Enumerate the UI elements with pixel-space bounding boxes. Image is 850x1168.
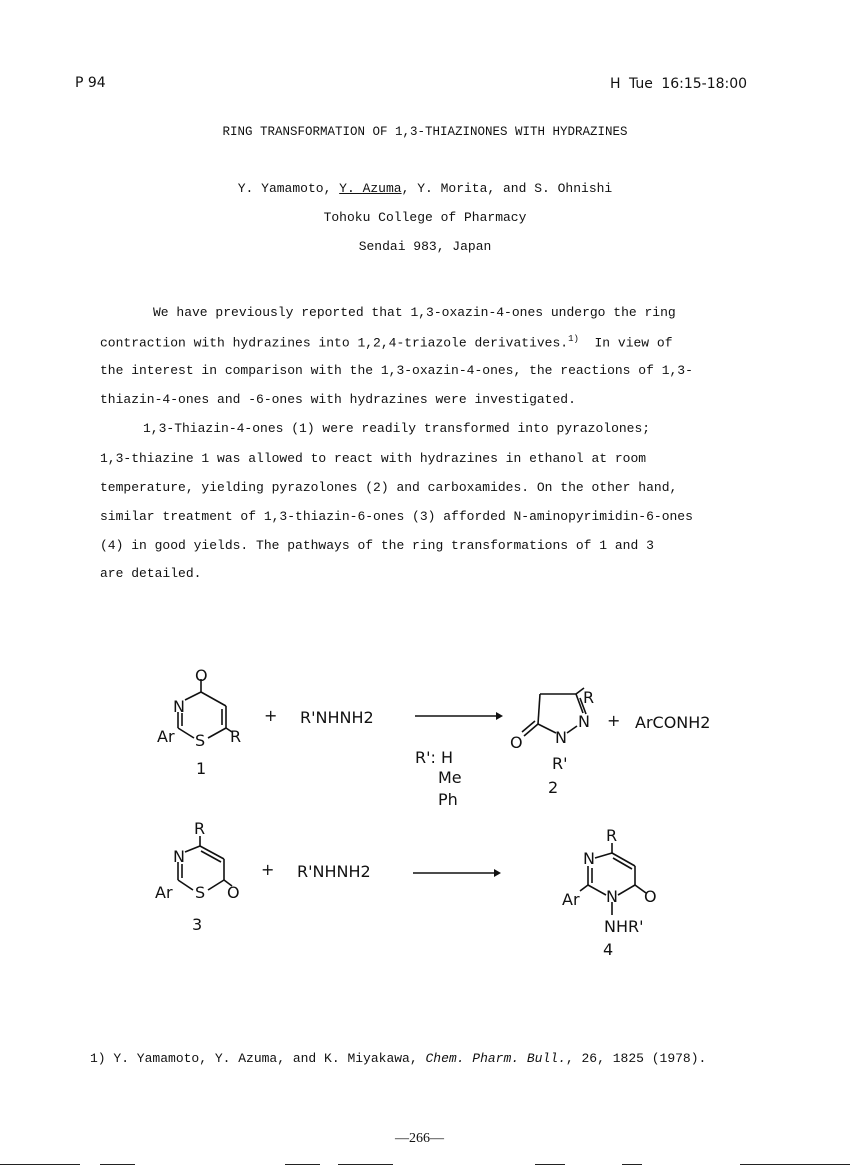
atom-label: Ar	[155, 883, 173, 902]
compound-number: 3	[192, 915, 203, 934]
atom-label: O	[510, 733, 523, 752]
footnote-text: , 26, 1825 (1978).	[565, 1051, 707, 1066]
author: , Y. Morita, and S. Ohnishi	[401, 181, 613, 196]
atom-label: S	[195, 883, 206, 902]
atom-label: N	[583, 849, 595, 868]
compound-number: 4	[603, 940, 614, 959]
body-line: thiazin-4-ones and -6-ones with hydrazines were investigated.	[100, 392, 576, 407]
affiliation: Tohoku College of Pharmacy	[323, 210, 527, 225]
atom-label: N	[578, 712, 590, 731]
body-text: In view of	[594, 335, 673, 351]
plus-sign: +	[607, 711, 621, 730]
plus-sign: +	[261, 860, 275, 879]
scan-edge	[622, 1164, 642, 1165]
atom-label: R	[583, 688, 595, 707]
compound-number: 1	[196, 759, 207, 778]
atom-label: N	[606, 887, 618, 906]
byproduct: ArCONH2	[635, 713, 711, 732]
scan-edge	[0, 1164, 80, 1165]
atom-label: N	[173, 697, 185, 716]
author: Y. Yamamoto,	[237, 181, 340, 196]
body-line: We have previously reported that 1,3-oxazin-4-ones undergo the ring	[153, 305, 676, 320]
atom-label: S	[195, 731, 206, 750]
footnote-text: 1) Y. Yamamoto, Y. Azuma, and K. Miyakawa,	[90, 1051, 426, 1066]
atom-label: Ar	[157, 727, 175, 746]
compound-number: 2	[548, 778, 559, 797]
body-line: the interest in comparison with the 1,3-oxazin-4-ones, the reactions of 1,3-	[100, 363, 693, 378]
reagent: R'NHNH2	[300, 708, 374, 727]
body-line: are detailed.	[100, 566, 202, 581]
session-time: H Tue 16:15-18:00	[610, 76, 748, 92]
presenting-author: Y. Azuma	[339, 181, 402, 196]
page-code: P 94	[75, 75, 106, 91]
scan-edge	[285, 1164, 320, 1165]
plus-sign: +	[264, 706, 278, 725]
atom-label: O	[644, 887, 657, 906]
reagent: R'NHNH2	[297, 862, 371, 881]
condition: Ph	[438, 790, 458, 809]
scan-edge	[740, 1164, 850, 1165]
scan-edge	[338, 1164, 393, 1165]
atom-label: Ar	[562, 890, 580, 909]
atom-label: O	[227, 883, 240, 902]
scan-edge	[535, 1164, 565, 1165]
reference-mark: 1)	[568, 334, 579, 344]
scan-edge	[100, 1164, 135, 1165]
body-line: similar treatment of 1,3-thiazin-6-ones (3) afforded N-aminopyrimidin-6-ones	[100, 509, 693, 524]
atom-label: N	[173, 847, 185, 866]
body-line: 1,3-thiazine 1 was allowed to react with hydrazines in ethanol at room	[100, 451, 647, 466]
atom-label: R	[606, 826, 618, 845]
journal-name: Chem. Pharm. Bull.	[425, 1051, 566, 1066]
atom-label: R'	[552, 754, 568, 773]
body-line: temperature, yielding pyrazolones (2) and carboxamides. On the other hand,	[100, 480, 678, 495]
condition: R': H	[415, 748, 454, 767]
condition: Me	[438, 768, 462, 787]
body-line: (4) in good yields. The pathways of the ring transformations of 1 and 3	[100, 538, 654, 553]
body-text: contraction with hydrazines into 1,2,4-triazole derivatives.	[100, 335, 569, 351]
atom-label: NHR'	[604, 917, 644, 936]
paper-title: RING TRANSFORMATION OF 1,3-THIAZINONES WITH HYDRAZINES	[222, 125, 628, 139]
address: Sendai 983, Japan	[358, 239, 492, 254]
page-number: —266—	[395, 1131, 444, 1146]
arrow-head	[494, 869, 501, 877]
atom-label: R	[230, 727, 242, 746]
body-line: 1,3-Thiazin-4-ones (1) were readily transformed into pyrazolones;	[143, 421, 651, 436]
atom-label: R	[194, 819, 206, 838]
footnote	[90, 1051, 706, 1066]
arrow-head	[496, 712, 503, 720]
atom-label: N	[555, 728, 567, 747]
atom-label: O	[195, 666, 208, 685]
